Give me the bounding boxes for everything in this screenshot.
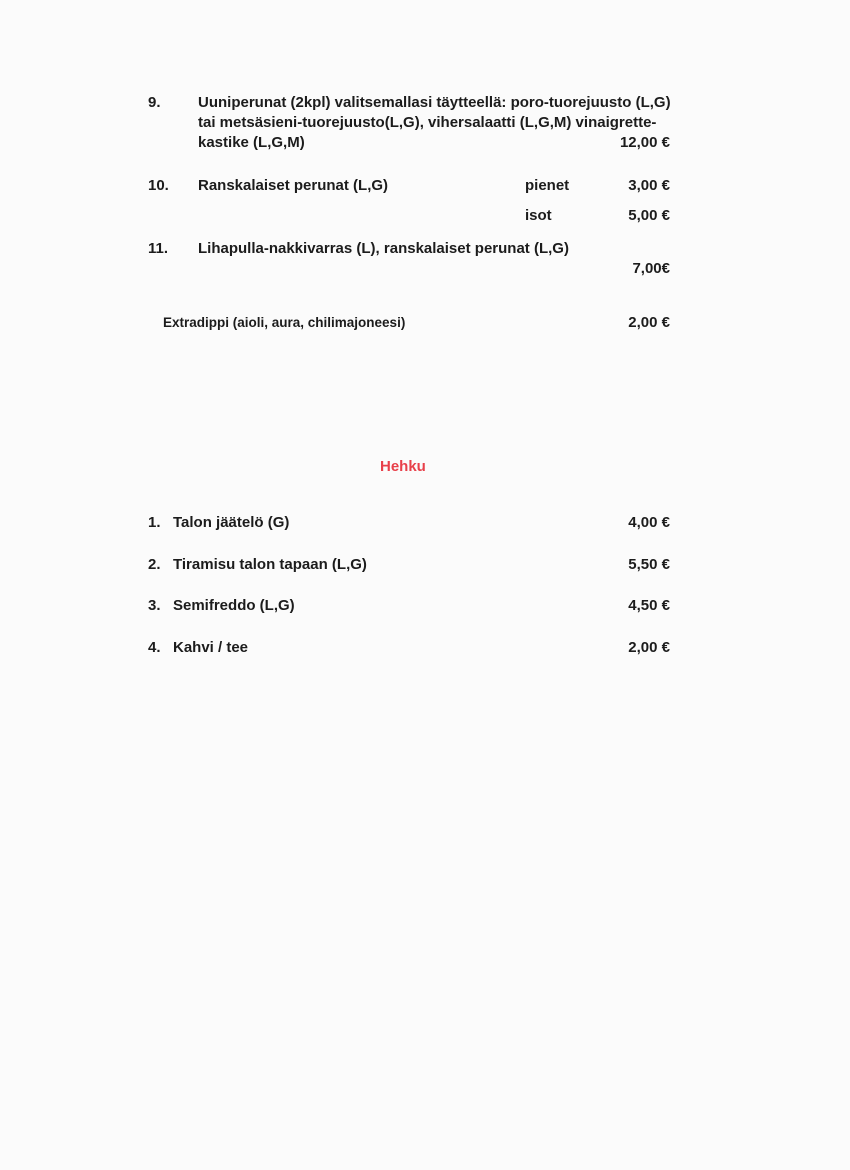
item-10-size-small-price: 3,00 € (628, 177, 670, 194)
item-9-line-2: tai metsäsieni-tuorejuusto(L,G), vihersalaatti (L,G,M) vinaigrette- (198, 114, 657, 131)
section-title-hehku: Hehku (380, 458, 426, 475)
item-10-name: Ranskalaiset perunat (L,G) (198, 177, 389, 194)
item-9-price: 12,00 € (619, 134, 670, 151)
dessert-4-price: 2,00 € (628, 639, 670, 656)
item-10-size-small-label: pienet (525, 177, 570, 194)
dessert-3-price: 4,50 € (628, 597, 670, 614)
extra-dip-price: 2,00 € (628, 314, 670, 331)
item-9-number: 9. (148, 94, 161, 111)
item-10-size-large-price: 5,00 € (628, 207, 670, 224)
item-10-size-large-label: isot (525, 207, 552, 224)
dessert-2-name: Tiramisu talon tapaan (L,G) (173, 556, 367, 573)
item-9-line-3: kastike (L,G,M) (198, 134, 305, 151)
dessert-1-number: 1. (148, 514, 161, 531)
item-11-name: Lihapulla-nakkivarras (L), ranskalaiset perunat (L,G) (198, 240, 569, 257)
dessert-3-name: Semifreddo (L,G) (173, 597, 295, 614)
dessert-4-name: Kahvi / tee (173, 639, 249, 656)
extra-dip-name: Extradippi (aioli, aura, chilimajoneesi) (163, 315, 406, 330)
dessert-3-number: 3. (148, 597, 161, 614)
item-11-number: 11. (148, 240, 169, 257)
dessert-2-price: 5,50 € (628, 556, 670, 573)
dessert-2-number: 2. (148, 556, 161, 573)
dessert-1-price: 4,00 € (628, 514, 670, 531)
dessert-4-number: 4. (148, 639, 161, 656)
item-10-number: 10. (148, 177, 169, 194)
dessert-1-name: Talon jäätelö (G) (173, 514, 290, 531)
item-9-line-1: Uuniperunat (2kpl) valitsemallasi täytteellä: poro-tuorejuusto (L,G) (198, 94, 671, 111)
item-11-price: 7,00€ (632, 260, 670, 277)
